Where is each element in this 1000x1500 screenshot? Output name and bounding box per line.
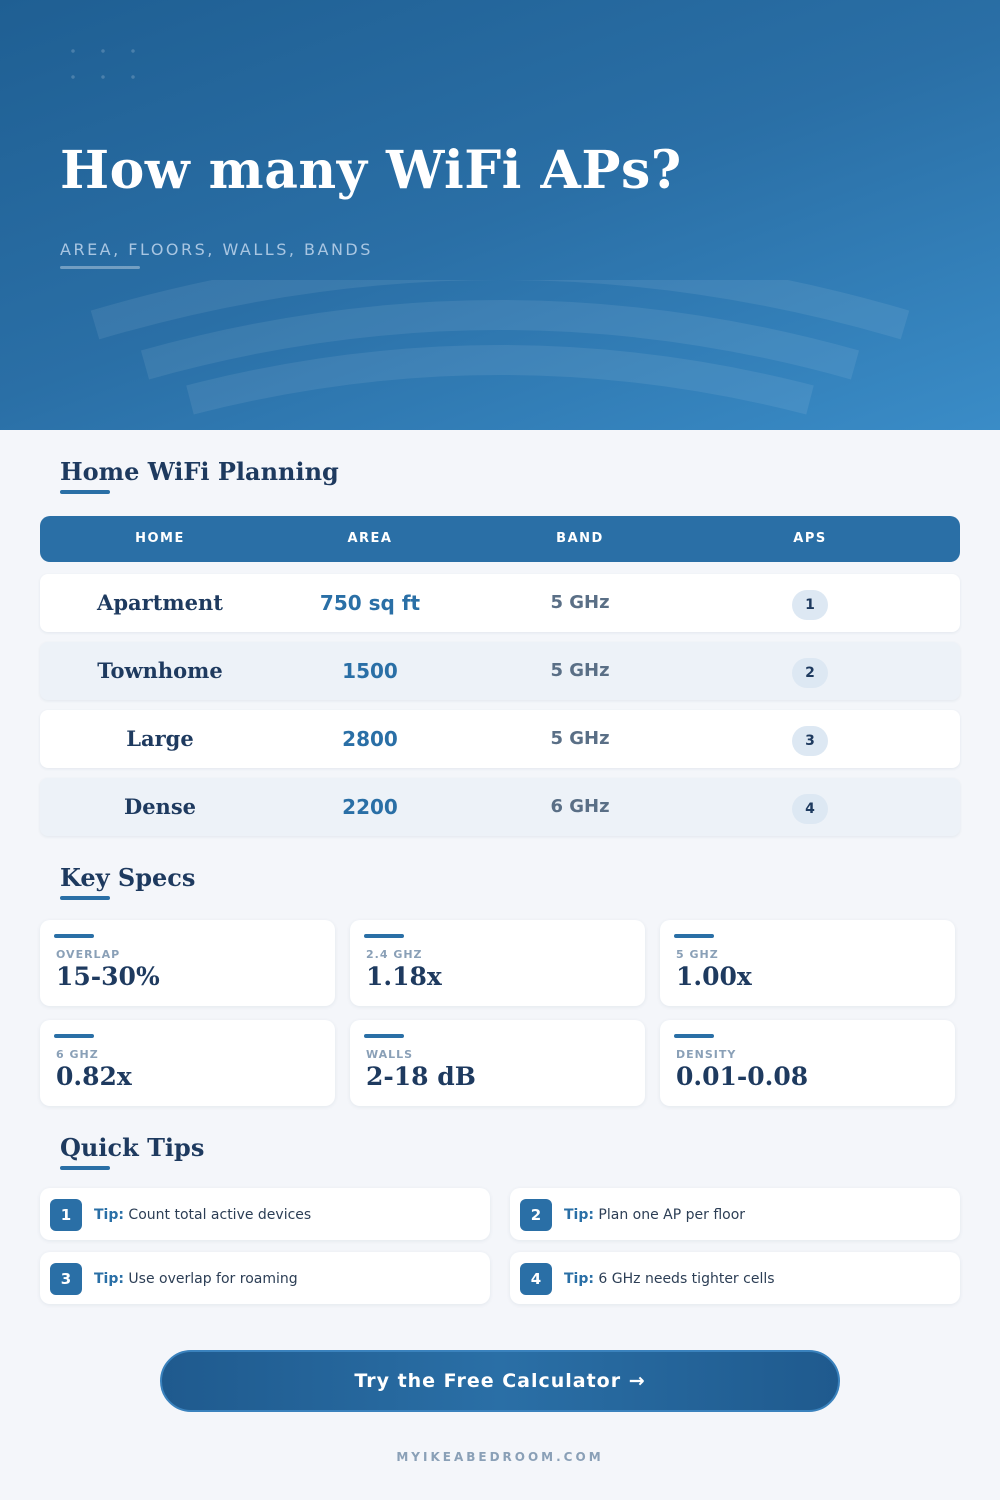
tip-text	[94, 1252, 298, 1306]
area-cell: 2200	[342, 795, 398, 819]
band-cell: 5 GHz	[550, 660, 610, 681]
free-calculator-button[interactable]: Try the Free Calculator →	[160, 1350, 840, 1412]
column-header-aps: APS	[793, 531, 827, 546]
footer-site-name: MYIKEABEDROOM.COM	[396, 1450, 604, 1464]
tip-body: 6 GHz needs tighter cells	[598, 1271, 775, 1287]
accent-bar	[364, 934, 404, 938]
spec-card-density	[660, 1020, 955, 1106]
table-row	[40, 574, 960, 632]
section-underline	[60, 490, 110, 494]
spec-card-6ghz	[40, 1020, 335, 1106]
tip-prefix: Tip:	[564, 1207, 594, 1223]
spec-label: 5 GHZ	[676, 948, 719, 961]
tip-prefix: Tip:	[94, 1271, 124, 1287]
spec-card-overlap	[40, 920, 335, 1006]
tip-number-badge: 1	[50, 1199, 82, 1231]
dot-pattern	[58, 38, 158, 98]
area-cell: 2800	[342, 727, 398, 751]
band-cell: 6 GHz	[550, 796, 610, 817]
spec-card-2-4ghz	[350, 920, 645, 1006]
accent-bar	[364, 1034, 404, 1038]
tip-body: Use overlap for roaming	[128, 1271, 298, 1287]
accent-bar	[674, 934, 714, 938]
spec-label: 6 GHZ	[56, 1048, 99, 1061]
tip-prefix: Tip:	[94, 1207, 124, 1223]
section-title-tips: Quick Tips	[60, 1133, 205, 1162]
spec-value: 1.18x	[366, 962, 442, 991]
spec-label: OVERLAP	[56, 948, 121, 961]
wifi-waves-icon	[0, 280, 1000, 430]
section-underline	[60, 1166, 110, 1170]
hero-banner	[0, 0, 1000, 430]
band-cell: 5 GHz	[550, 728, 610, 749]
tip-card	[40, 1188, 490, 1240]
tip-text	[94, 1188, 311, 1242]
tip-body: Plan one AP per floor	[598, 1207, 746, 1223]
column-header-home: HOME	[135, 531, 185, 546]
spec-value: 1.00x	[676, 962, 752, 991]
column-header-area: AREA	[347, 531, 393, 546]
accent-bar	[54, 934, 94, 938]
column-header-band: BAND	[556, 531, 604, 546]
spec-value: 15-30%	[56, 962, 160, 991]
table-row	[40, 642, 960, 700]
tip-number-badge: 3	[50, 1263, 82, 1295]
tip-text	[564, 1252, 775, 1306]
accent-bar	[674, 1034, 714, 1038]
table-header	[40, 516, 960, 562]
subtitle-underline	[60, 266, 140, 269]
band-cell: 5 GHz	[550, 592, 610, 613]
tip-card	[40, 1252, 490, 1304]
table-row	[40, 710, 960, 768]
aps-badge: 1	[792, 590, 828, 620]
tip-card	[510, 1252, 960, 1304]
home-cell: Dense	[123, 794, 197, 819]
aps-badge: 4	[792, 794, 828, 824]
spec-value: 2-18 dB	[366, 1062, 476, 1091]
spec-label: 2.4 GHZ	[366, 948, 423, 961]
area-cell: 750 sq ft	[319, 591, 421, 615]
aps-badge: 3	[792, 726, 828, 756]
spec-value: 0.01-0.08	[676, 1062, 809, 1091]
section-underline	[60, 896, 110, 900]
tip-number-badge: 2	[520, 1199, 552, 1231]
tip-number-badge: 4	[520, 1263, 552, 1295]
section-title-planning: Home WiFi Planning	[60, 457, 339, 486]
spec-card-walls	[350, 1020, 645, 1106]
aps-badge: 2	[792, 658, 828, 688]
section-title-specs: Key Specs	[60, 863, 196, 892]
spec-label: DENSITY	[676, 1048, 737, 1061]
tip-prefix: Tip:	[564, 1271, 594, 1287]
home-cell: Apartment	[97, 590, 223, 615]
area-cell: 1500	[342, 659, 398, 683]
tip-body: Count total active devices	[128, 1207, 312, 1223]
spec-value: 0.82x	[56, 1062, 132, 1091]
home-cell: Townhome	[97, 658, 223, 683]
spec-card-5ghz	[660, 920, 955, 1006]
page-title: How many WiFi APs?	[60, 140, 682, 201]
tip-card	[510, 1188, 960, 1240]
page-subtitle: AREA, FLOORS, WALLS, BANDS	[60, 240, 373, 259]
table-row	[40, 778, 960, 836]
spec-label: WALLS	[366, 1048, 414, 1061]
home-cell: Large	[126, 726, 194, 751]
accent-bar	[54, 1034, 94, 1038]
tip-text	[564, 1188, 745, 1242]
